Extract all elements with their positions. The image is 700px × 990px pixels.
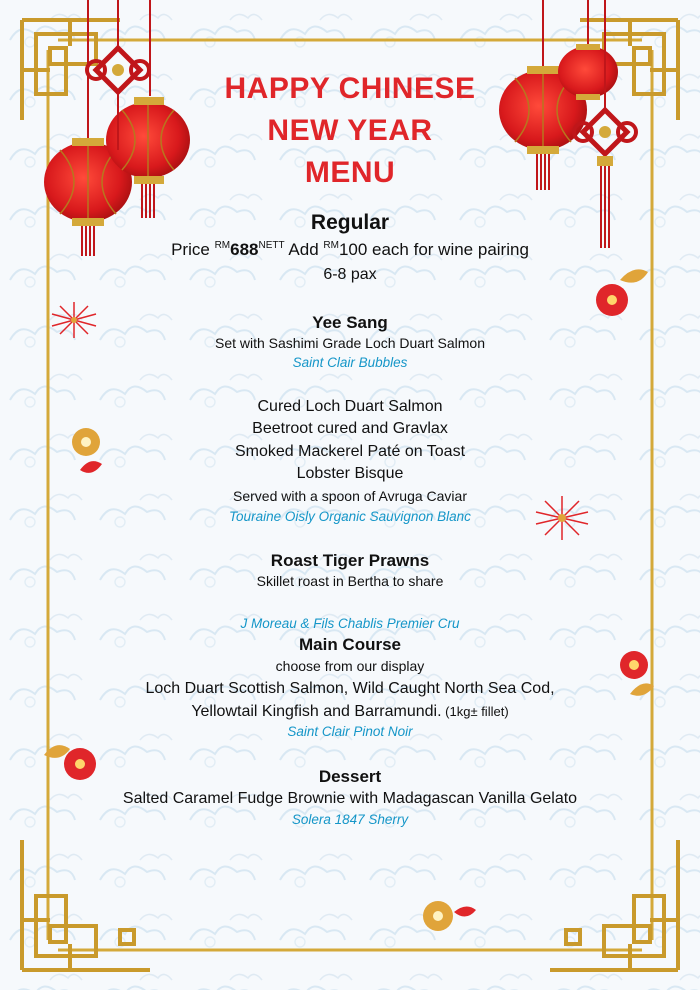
yee-sang-wine: Saint Clair Bubbles — [292, 355, 408, 370]
dessert-wine: Solera 1847 Sherry — [291, 812, 409, 827]
main-course-line-1: Loch Duart Scottish Salmon, Wild Caught North Sea Cod, — [145, 680, 555, 697]
currency-2: RM — [323, 240, 339, 251]
price-prefix: Price — [171, 240, 215, 259]
starter-wine: Touraine Oisly Organic Sauvignon Blanc — [229, 509, 471, 524]
main-course-fish: Yellowtail Kingfish and Barramundi. — [191, 703, 442, 720]
currency-1: RM — [214, 240, 231, 251]
starter-item-2: Beetroot cured and Gravlax — [252, 420, 448, 437]
price-value: 688 — [230, 240, 259, 259]
starter-note: Served with a spoon of Avruga Caviar — [233, 488, 467, 504]
prawns-description: Skillet roast in Bertha to share — [256, 573, 444, 589]
menu-title-line-3: MENU — [304, 156, 396, 189]
prawns-heading: Roast Tiger Prawns — [270, 551, 430, 570]
nett-label: NETT — [258, 240, 285, 251]
menu-title-line-2: NEW YEAR — [267, 114, 433, 147]
starter-item-4: Lobster Bisque — [296, 465, 404, 482]
price-line — [0, 240, 700, 260]
starter-item-3: Smoked Mackerel Paté on Toast — [234, 443, 466, 460]
main-course-description: choose from our display — [275, 658, 425, 674]
yee-sang-heading: Yee Sang — [312, 313, 388, 332]
main-course-wine: Saint Clair Pinot Noir — [287, 724, 413, 739]
prawns-wine: J Moreau & Fils Chablis Premier Cru — [240, 616, 460, 631]
main-course-weight-note: (1kg± fillet) — [441, 704, 509, 719]
menu-title-line-1: HAPPY CHINESE — [224, 72, 476, 105]
wine-pairing-price: 100 each for wine pairing — [338, 240, 529, 259]
yee-sang-description: Set with Sashimi Grade Loch Duart Salmon — [214, 335, 485, 351]
starter-item-1: Cured Loch Duart Salmon — [257, 398, 443, 415]
main-course-heading: Main Course — [298, 635, 402, 654]
dessert-description: Salted Caramel Fudge Brownie with Madagascan Vanilla Gelato — [122, 790, 578, 807]
regular-heading: Regular — [310, 211, 390, 234]
main-course-line-2 — [0, 703, 700, 721]
add-text: Add — [284, 240, 324, 259]
dessert-heading: Dessert — [318, 767, 382, 786]
pax-count: 6-8 pax — [323, 266, 377, 283]
